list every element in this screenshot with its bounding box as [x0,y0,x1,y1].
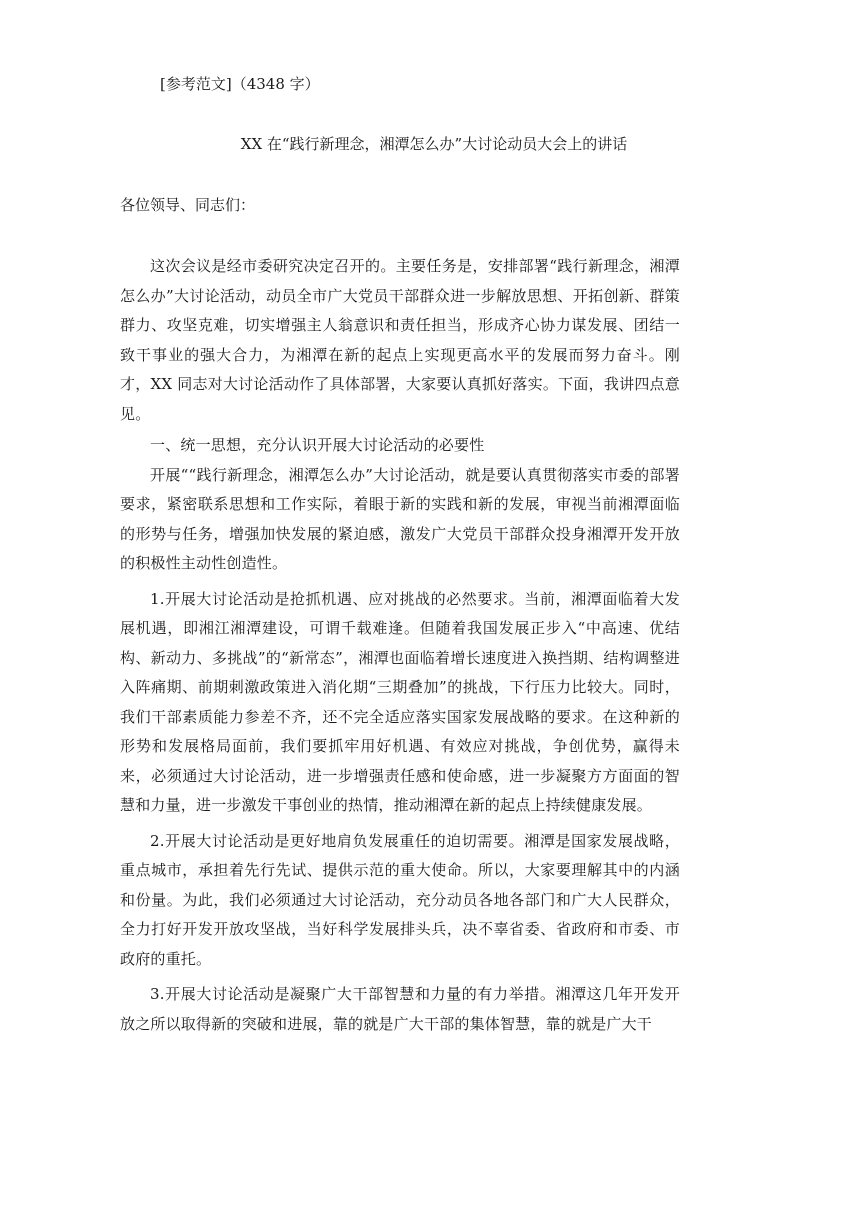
paragraph-point-2: 2.开展大讨论活动是更好地肩负发展重任的迫切需要。湘潭是国家发展战略，重点城市，承担着先行先试、提供示范的重大使命。所以，大家要理解其中的内涵和份量。为此，我们必须通过大讨论活动，充分动员各地各部门和广大人民群众，全力打好开发开放攻坚战，当好科学发展排头兵，决不辜省委、省政府和市委、市政府的重托。 [120,831,680,968]
document-body [120,252,680,1039]
section-heading-1: 一、统一思想，充分认识开展大讨论活动的必要性 [150,436,485,454]
paragraph-point-1: 1.开展大讨论活动是抢抓机遇、应对挑战的必然要求。当前，湘潭面临着大发展机遇，即湘江湘潭建设，可谓千载难逢。但随着我国发展正步入“中高速、优结构、新动力、多挑战”的“新常态”，湘潭也面临着增长速度进入换挡期、结构调整进入阵痛期、前期刺激政策进入消化期“三期叠加”的挑战，下行压力比较大。同时，我们干部素质能力参差不齐，还不完全适应落实国家发展战略的要求。在这种新的形势和发展格局面前，我们要抓牢用好机遇、有效应对挑战，争创优势，赢得未来，必须通过大讨论活动，进一步增强责任感和使命感，进一步凝聚方方面面的智慧和力量，进一步激发干事创业的热情，推动湘潭在新的起点上持续健康发展。 [120,589,680,814]
reference-note: [参考范文]（4348 字） [160,75,320,93]
salutation: 各位领导、同志们： [120,196,256,214]
paragraph-intro: 这次会议是经市委研究决定召开的。主要任务是，安排部署“践行新理念，湘潭怎么办”大讨论活动，动员全市广大党员干部群众进一步解放思想、开拓创新、群策群力、攻坚克难，切实增强主人翁意识和责任担当，形成齐心协力谋发展、团结一致干事业的强大合力，为湘潭在新的起点上实现更高水平的发展而努力奋斗。刚才，XX 同志对大讨论活动作了具体部署，大家要认真抓好落实。下面，我讲四点意见。 [120,257,680,423]
document-title: XX 在“践行新理念，湘潭怎么办”大讨论动员大会上的讲话 [240,135,628,153]
paragraph-section-1: 开展““践行新理念，湘潭怎么办”大讨论活动，就是要认真贯彻落实市委的部署要求，紧密联系思想和工作实际，着眼于新的实践和新的发展，审视当前湘潭面临的形势与任务，增强加快发展的紧迫感，激发广大党员干部群众投身湘潭开发开放的积极性主动性创造性。 [120,465,680,572]
paragraph-point-3: 3.开展大讨论活动是凝聚广大干部智慧和力量的有力举措。湘潭这几年开发开放之所以取得新的突破和进展，靠的就是广大干部的集体智慧，靠的就是广大干 [120,985,680,1033]
